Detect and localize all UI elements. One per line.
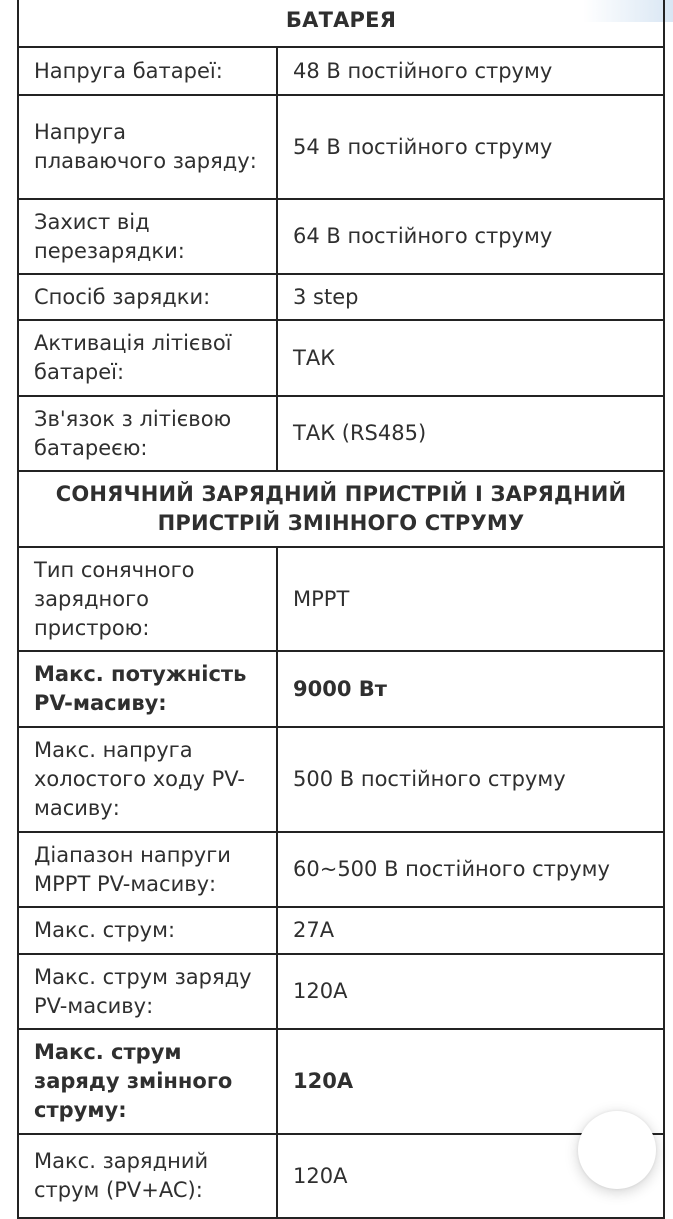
row-value: 120A <box>277 1134 664 1218</box>
table-row <box>18 954 664 1029</box>
row-value: 9000 Вт <box>277 651 664 727</box>
table-row <box>18 832 664 907</box>
row-label: Макс. напруга холостого ходу PV-масиву: <box>18 727 277 832</box>
row-label: Макс. струм: <box>18 907 277 954</box>
row-value: 27A <box>277 907 664 954</box>
section-title-battery: БАТАРЕЯ <box>18 0 664 47</box>
row-value: ТАК (RS485) <box>277 396 664 471</box>
row-label: Макс. струм заряду змінного струму: <box>18 1029 277 1134</box>
table-row <box>18 651 664 727</box>
row-label: Діапазон напруги MPPT PV-масиву: <box>18 832 277 907</box>
table-row <box>18 1029 664 1134</box>
row-value: 3 step <box>277 274 664 320</box>
row-value: MPPT <box>277 547 664 651</box>
row-value: 120A <box>277 1029 664 1134</box>
row-label: Активація літієвої батареї: <box>18 320 277 396</box>
row-value: 500 В постійного струму <box>277 727 664 832</box>
row-label: Макс. зарядний струм (PV+AC): <box>18 1134 277 1218</box>
row-value: 54 В постійного струму <box>277 95 664 199</box>
row-label: Макс. струм заряду PV-масиву: <box>18 954 277 1029</box>
spec-table <box>17 0 665 1219</box>
table-row <box>18 727 664 832</box>
table-row <box>18 199 664 274</box>
table-row <box>18 1134 664 1218</box>
section-header-row <box>18 0 664 47</box>
row-value: 48 В постійного струму <box>277 47 664 95</box>
table-row <box>18 47 664 95</box>
row-label: Напруга батареї: <box>18 47 277 95</box>
row-label: Зв'язок з літієвою батареєю: <box>18 396 277 471</box>
row-value: 60~500 В постійного струму <box>277 832 664 907</box>
row-label: Спосіб зарядки: <box>18 274 277 320</box>
row-label: Захист від перезарядки: <box>18 199 277 274</box>
table-row <box>18 396 664 471</box>
table-row <box>18 320 664 396</box>
row-label: Макс. потужність PV-масиву: <box>18 651 277 727</box>
row-value: 120A <box>277 954 664 1029</box>
row-label: Тип сонячного зарядного пристрою: <box>18 547 277 651</box>
row-label: Напруга плаваючого заряду: <box>18 95 277 199</box>
row-value: 64 В постійного струму <box>277 199 664 274</box>
section-header-row <box>18 471 664 547</box>
table-row <box>18 274 664 320</box>
floating-action-button[interactable] <box>578 1111 656 1189</box>
table-row <box>18 95 664 199</box>
section-title-solar-charger: СОНЯЧНИЙ ЗАРЯДНИЙ ПРИСТРІЙ І ЗАРЯДНИЙ ПРИСТРІЙ ЗМІННОГО СТРУМУ <box>18 471 664 547</box>
table-row <box>18 547 664 651</box>
table-row <box>18 907 664 954</box>
row-value: ТАК <box>277 320 664 396</box>
